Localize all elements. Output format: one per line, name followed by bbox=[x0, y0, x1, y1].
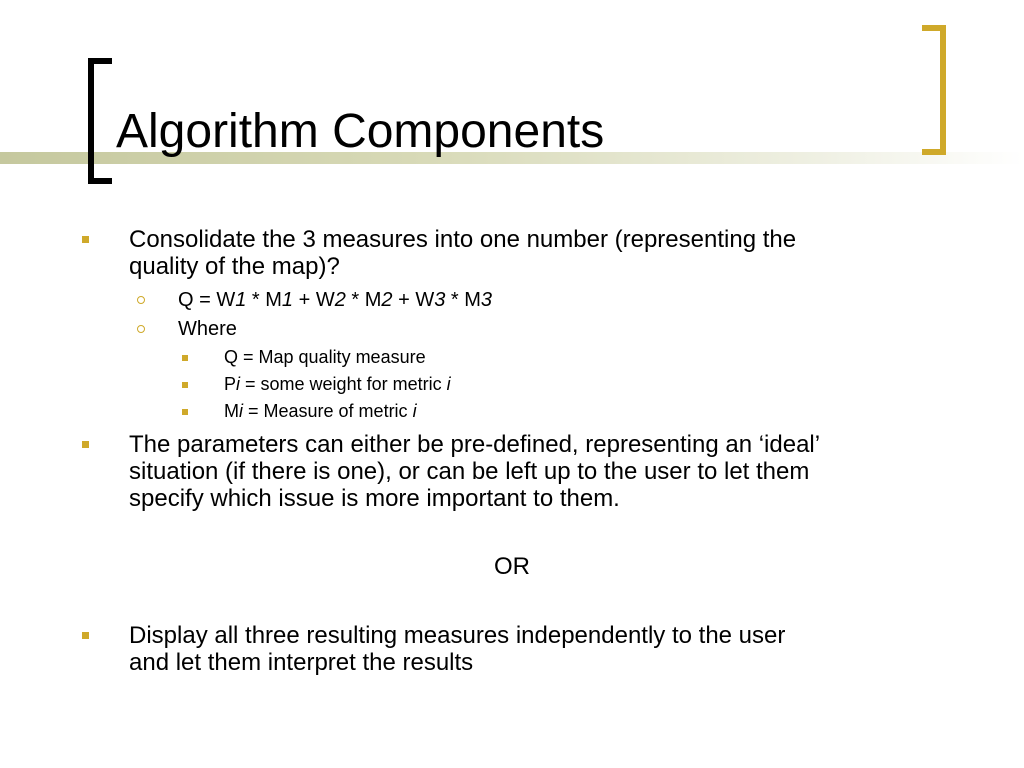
def-p: Pi = some weight for metric i bbox=[224, 374, 451, 394]
right-bracket-decoration bbox=[922, 25, 946, 155]
bullet-2-line-3: specify which issue is more important to them. bbox=[129, 485, 620, 512]
square-bullet-icon bbox=[82, 441, 89, 448]
ring-bullet-icon bbox=[137, 325, 145, 333]
square-bullet-icon bbox=[82, 632, 89, 639]
bullet-1-line-1: Consolidate the 3 measures into one number (representing the bbox=[129, 226, 797, 253]
left-bracket-decoration bbox=[88, 58, 112, 184]
formula-line: Q = W1 * M1 + W2 * M2 + W3 * M3 bbox=[178, 289, 493, 311]
bullet-1-line-2: quality of the map)? bbox=[129, 253, 340, 280]
square-bullet-icon bbox=[82, 236, 89, 243]
bullet-2-line-2: situation (if there is one), or can be left up to the user to let them bbox=[129, 458, 810, 485]
square-bullet-icon bbox=[182, 382, 188, 388]
bullet-2-line-1: The parameters can either be pre-defined, representing an ‘ideal’ bbox=[129, 431, 821, 458]
or-label: OR bbox=[494, 553, 530, 580]
def-q: Q = Map quality measure bbox=[224, 347, 426, 367]
bullet-3-line-2: and let them interpret the results bbox=[129, 649, 474, 676]
def-m: Mi = Measure of metric i bbox=[224, 401, 417, 421]
square-bullet-icon bbox=[182, 409, 188, 415]
ring-bullet-icon bbox=[137, 296, 145, 304]
slide-title: Algorithm Components bbox=[116, 105, 605, 158]
bullet-3-line-1: Display all three resulting measures independently to the user bbox=[129, 622, 786, 649]
where-label: Where bbox=[178, 318, 237, 340]
square-bullet-icon bbox=[182, 355, 188, 361]
